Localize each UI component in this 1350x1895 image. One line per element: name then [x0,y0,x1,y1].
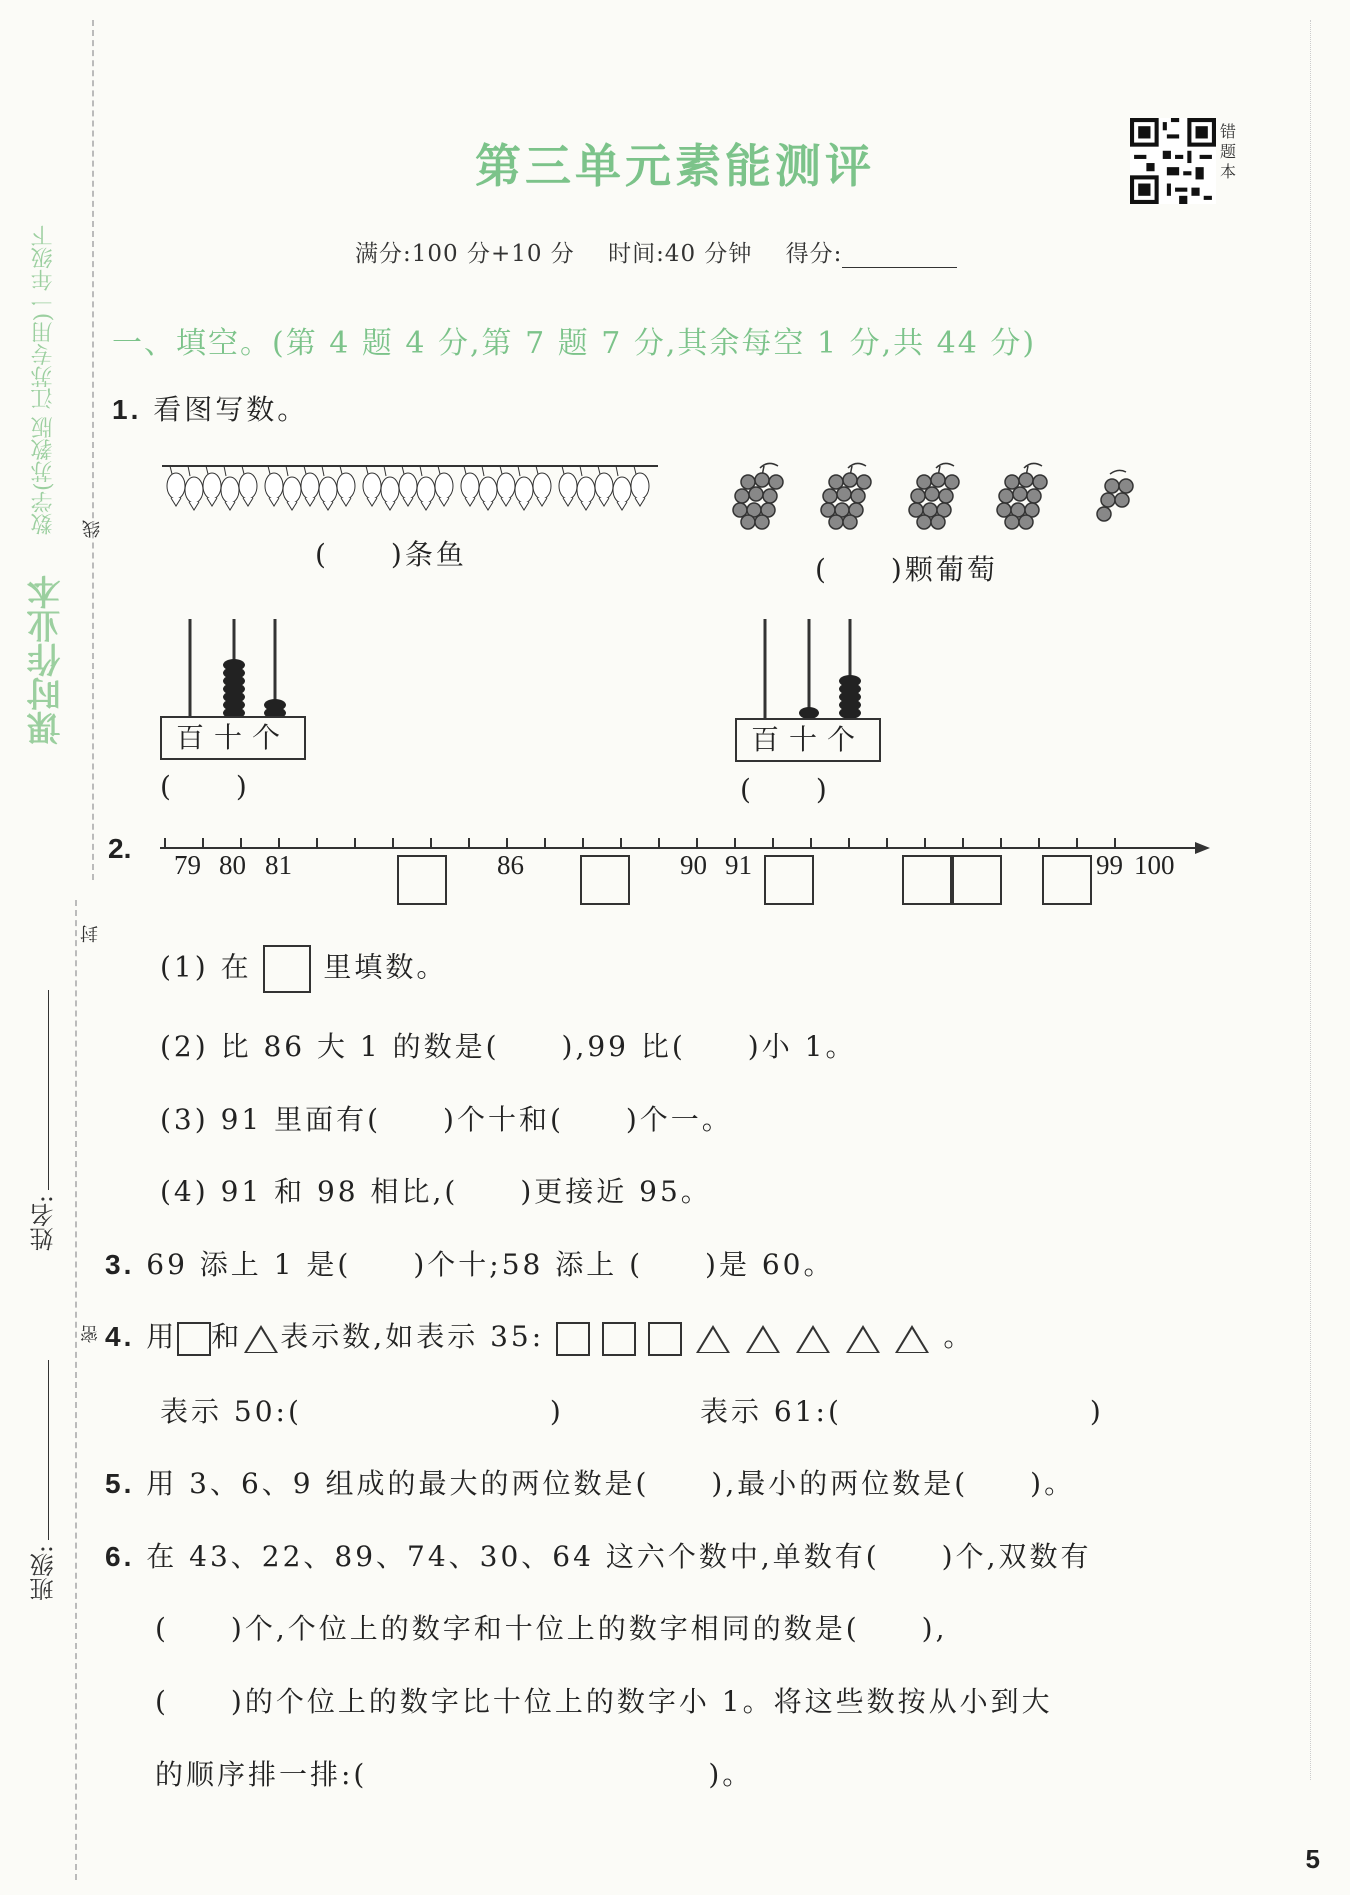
q4-represent-61[interactable]: 表示 61:( ) [700,1395,1104,1428]
q1 [112,388,308,428]
tick-80: 80 [219,850,246,880]
seal-mark: 封 [80,925,101,943]
score-label: 得分: [785,241,843,267]
square-icon [177,1322,211,1356]
q6-line3[interactable]: ( )的个位上的数字比十位上的数字小 1。将这些数按从小到大 [155,1685,1053,1718]
fish-answer[interactable]: ( )条鱼 [315,538,467,571]
qr-label: 错题本 [1220,122,1237,181]
q4-represent-50[interactable]: 表示 50:( ) [160,1395,564,1428]
fish-picture [160,460,660,530]
triangle-icon [696,1325,730,1353]
section-heading: 一、填空。(第 4 题 4 分,第 7 题 7 分,其余每空 1 分,共 44 分) [112,326,1037,361]
q1-number: 1. [112,394,142,425]
q4: 4. 用 和 表示数,如表示 35: 。 [105,1315,974,1356]
number-line-box[interactable] [397,855,447,905]
tick-90: 90 [680,850,707,880]
q3-number: 3. [105,1249,135,1280]
grape-answer[interactable]: ( )颗葡萄 [815,553,998,586]
square-icon [648,1322,682,1356]
q1-prompt: 看图写数。 [153,393,309,426]
abacus-2-label: 百十个 [735,718,881,762]
abacus-1 [160,615,320,725]
square-icon [556,1322,590,1356]
line-mark: 线 [82,520,103,538]
abacus-2-answer[interactable]: ( ) [740,773,830,806]
dense-mark: 密 [80,1325,101,1343]
grape-picture [730,460,1150,540]
name-field-line[interactable] [48,990,50,1190]
q4-number: 4. [105,1321,135,1352]
triangle-icon [796,1325,830,1353]
book-logo: 课时作业本 [27,575,67,745]
tick-100: 100 [1134,850,1175,880]
q2-sub4[interactable]: (4) 91 和 98 相比,( )更接近 95。 [160,1175,712,1208]
q6-line1[interactable]: 6. 在 43、22、89、74、30、64 这六个数中,单数有( )个,双数有 [105,1540,1092,1573]
score-field[interactable] [842,245,957,268]
tick-79: 79 [174,850,201,880]
number-line-box[interactable] [902,855,952,905]
book-info: 数学(苏教版 江苏专用)一年级下 [31,224,56,535]
triangle-icon [746,1325,780,1353]
name-label: 姓名: [30,1195,58,1252]
q2-sub3[interactable]: (3) 91 里面有( )个十和( )个一。 [160,1103,733,1136]
binding-line-bottom [75,900,77,1880]
q6-line2[interactable]: ( )个,个位上的数字和十位上的数字相同的数是( ), [155,1612,948,1645]
page-title: 第三单元素能测评 [475,139,875,193]
q5[interactable] [105,1462,1075,1502]
exam-info [355,235,957,268]
q5-text: 用 3、6、9 组成的最大的两位数是( ),最小的两位数是( )。 [146,1467,1076,1500]
class-field-line[interactable] [48,1360,50,1540]
page-number: 5 [1305,1844,1320,1874]
number-line-box[interactable] [1042,855,1092,905]
q3[interactable] [105,1243,835,1283]
tick-99: 99 [1096,850,1123,880]
abacus-1-answer[interactable]: ( ) [160,770,250,803]
q6-line4[interactable]: 的顺序排一排:( )。 [155,1758,754,1791]
abacus-2 [735,615,895,725]
tick-86: 86 [497,850,524,880]
square-icon [602,1322,636,1356]
tick-91: 91 [725,850,752,880]
triangle-icon [846,1325,880,1353]
fill-box-icon [263,945,311,993]
q2-sub1: (1) 在 里填数。 [160,945,447,993]
q2-number: 2. [108,833,132,864]
q2-sub2[interactable]: (2) 比 86 大 1 的数是( ),99 比( )小 1。 [160,1030,857,1063]
abacus-1-label: 百十个 [160,716,306,760]
q5-number: 5. [105,1468,135,1499]
tick-81: 81 [265,850,292,880]
right-margin-line [1310,20,1311,1780]
q3-text: 69 添上 1 是( )个十;58 添上 ( )是 60。 [146,1248,835,1281]
number-line-box[interactable] [580,855,630,905]
qr-code[interactable] [1130,118,1216,204]
q6-number: 6. [105,1541,135,1572]
triangle-icon [895,1325,929,1353]
full-score: 满分:100 分+10 分 [355,241,575,267]
triangle-icon [244,1325,278,1353]
number-line-box[interactable] [952,855,1002,905]
class-label: 班级: [30,1545,58,1602]
time-limit: 时间:40 分钟 [608,241,753,267]
number-line-box[interactable] [764,855,814,905]
